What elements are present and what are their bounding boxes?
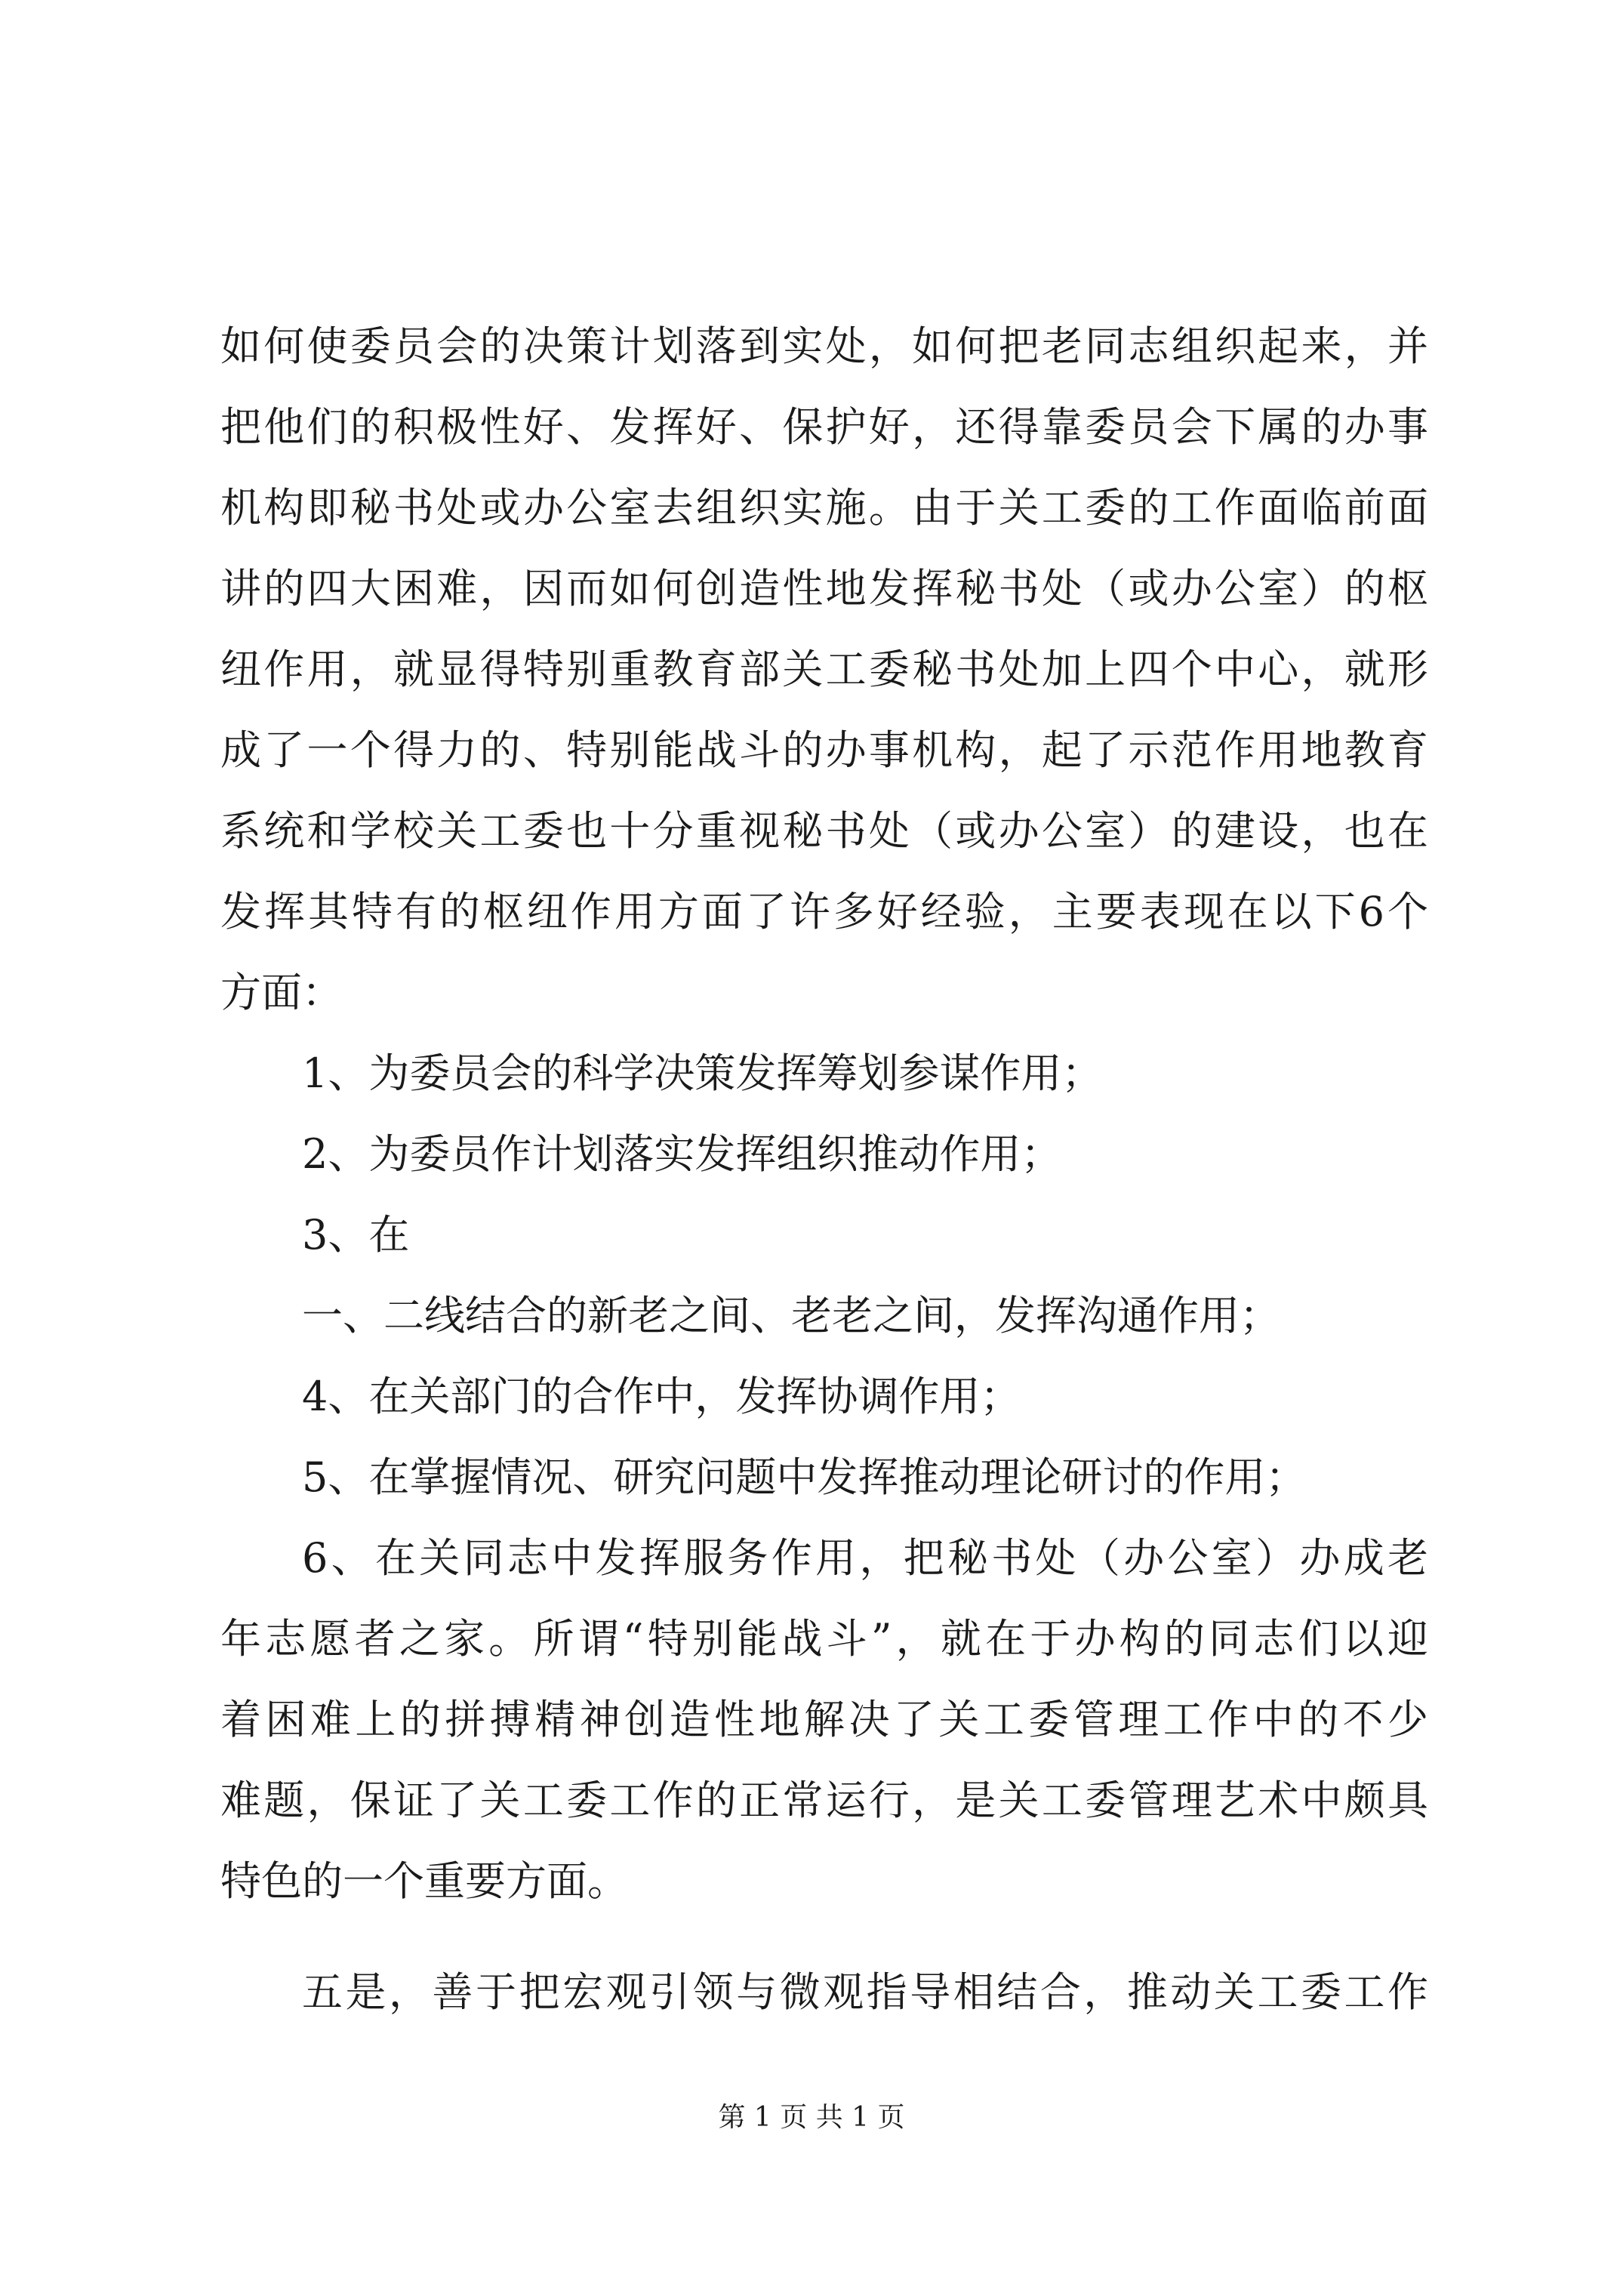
- paragraph-start: 五是，善于把宏观引领与微观指导相结合，推动关工委工作: [302, 1968, 1428, 2016]
- text-line: 系统和学校关工委也十分重视秘书处（或办公室）的建设，也在: [220, 807, 1428, 855]
- list-item: 2、为委员作计划落实发挥组织推动作用；: [302, 1130, 1062, 1178]
- text-line: 方面：: [220, 969, 343, 1016]
- list-item: 6、在关同志中发挥服务作用，把秘书处（办公室）办成老: [302, 1534, 1428, 1582]
- page-footer: 第 1 页 共 1 页: [718, 2102, 905, 2133]
- text-line: 如何使委员会的决策计划落到实处，如何把老同志组织起来，并: [220, 322, 1428, 370]
- document-body: [220, 306, 1428, 2032]
- paragraph-gap: [220, 1922, 1428, 1952]
- list-item: 3、在: [302, 1211, 410, 1259]
- list-item: 1、为委员会的科学决策发挥筹划参谋作用；: [302, 1049, 1103, 1097]
- text-line: 难题，保证了关工委工作的正常运行，是关工委管理艺术中颇具: [220, 1777, 1428, 1824]
- text-line: 特色的一个重要方面。: [220, 1857, 628, 1905]
- text-line: 年志愿者之家。所谓“特别能战斗”，就在于办构的同志们以迎: [220, 1615, 1428, 1663]
- list-item: 4、在关部门的合作中，发挥协调作用；: [302, 1373, 1021, 1420]
- text-line: 把他们的积极性好、发挥好、保护好，还得靠委员会下属的办事: [220, 403, 1428, 451]
- text-line: 发挥其特有的枢纽作用方面了许多好经验，主要表现在以下6个: [220, 888, 1428, 935]
- text-line: 机构即秘书处或办公室去组织实施。由于关工委的工作面临前面: [220, 484, 1428, 532]
- text-line: 成了一个得力的、特别能战斗的办事机构，起了示范作用地教育: [220, 726, 1428, 774]
- list-item: 5、在掌握情况、研究问题中发挥推动理论研讨的作用；: [302, 1453, 1307, 1501]
- text-line: 着困难上的拼搏精神创造性地解决了关工委管理工作中的不少: [220, 1696, 1428, 1743]
- text-line: 讲的四大困难，因而如何创造性地发挥秘书处（或办公室）的枢: [220, 565, 1428, 612]
- list-item: 一、二线结合的新老之间、老老之间，发挥沟通作用；: [302, 1292, 1280, 1339]
- text-line: 纽作用，就显得特别重教育部关工委秘书处加上四个中心，就形: [220, 646, 1428, 693]
